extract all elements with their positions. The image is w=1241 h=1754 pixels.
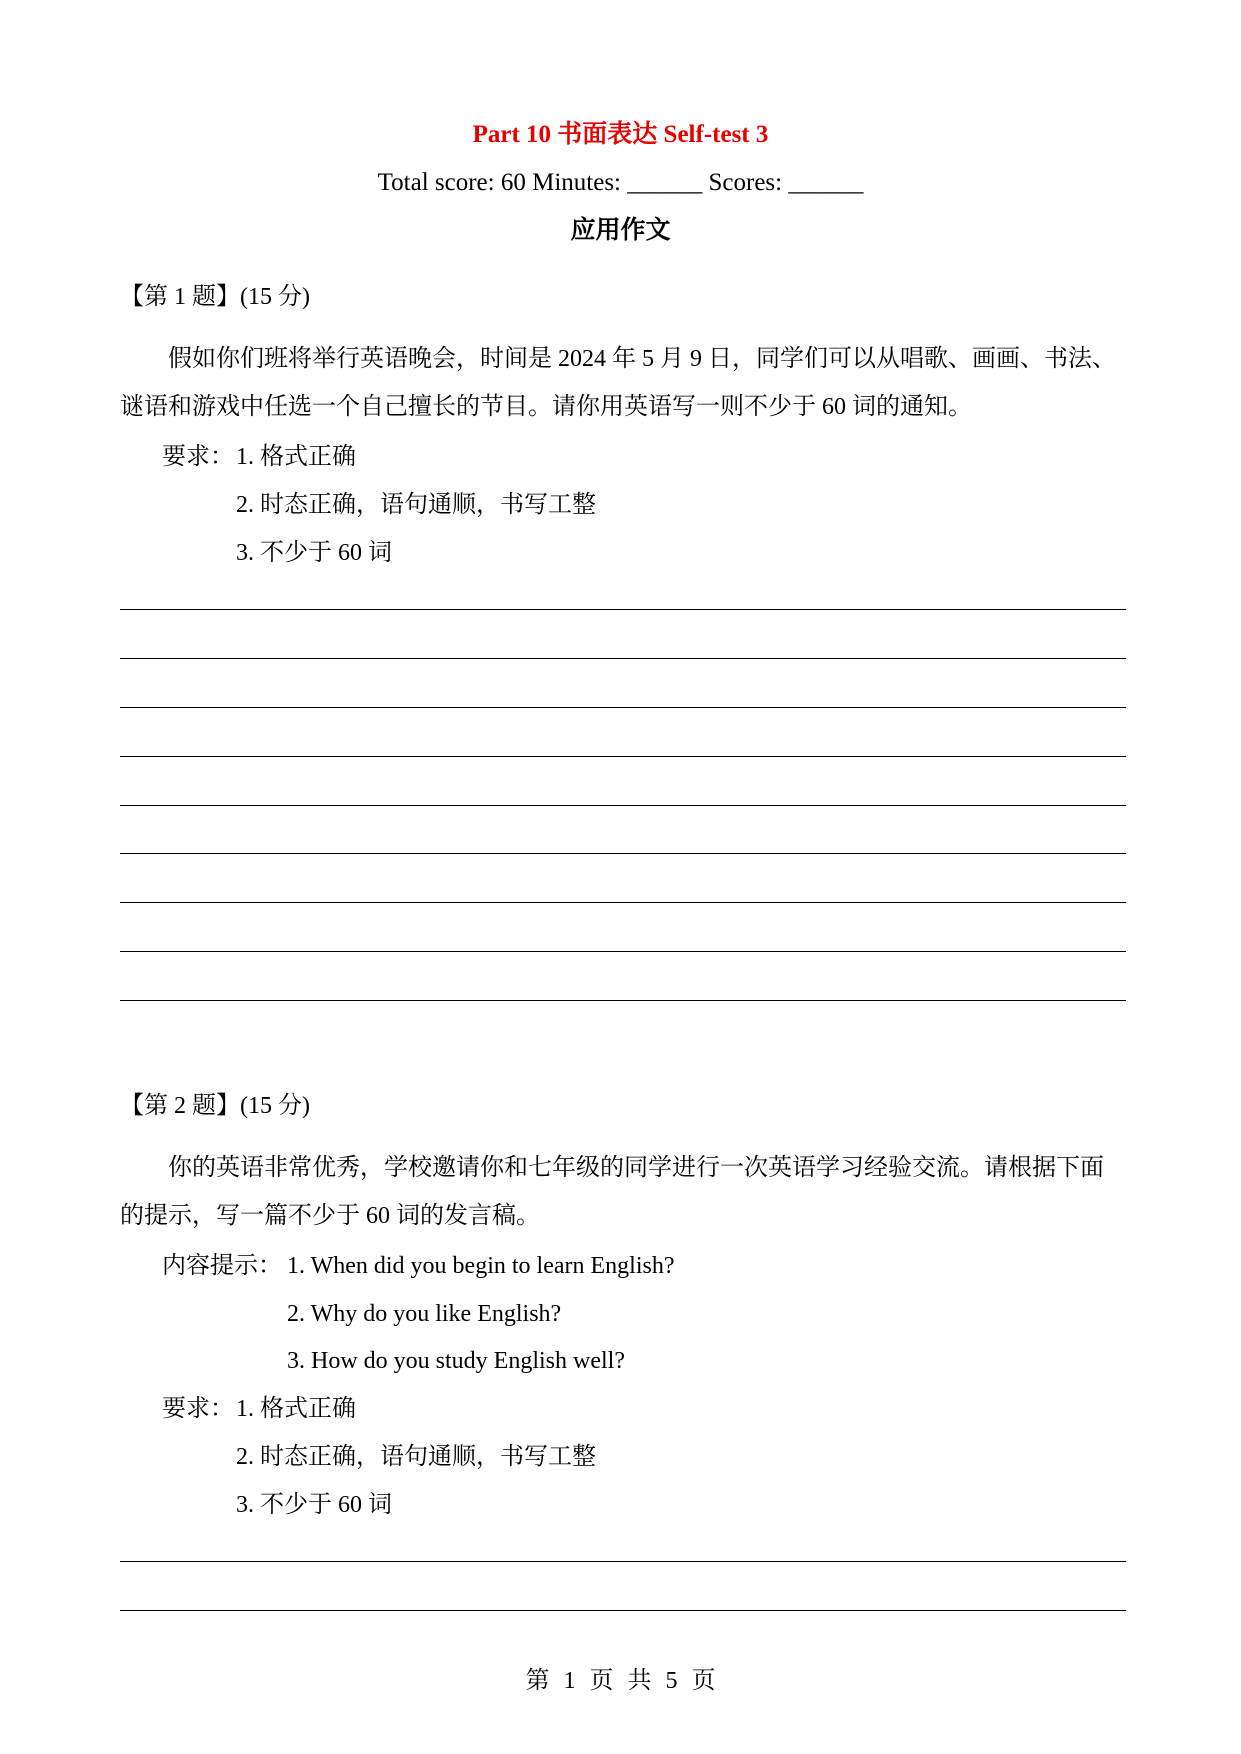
answer-line[interactable] xyxy=(120,853,1126,854)
question-1-requirement-3: 3. 不少于 60 词 xyxy=(236,540,392,566)
question-2-requirement-1: 1. 格式正确 xyxy=(236,1396,356,1422)
answer-line[interactable] xyxy=(120,1000,1126,1001)
question-2-heading: 【第 2 题】(15 分) xyxy=(120,1093,310,1119)
question-2-prompt xyxy=(120,1144,1126,1240)
answer-line[interactable] xyxy=(120,805,1126,806)
answer-line[interactable] xyxy=(120,707,1126,708)
question-1-heading: 【第 1 题】(15 分) xyxy=(120,284,310,310)
question-1-requirements-label: 要求： xyxy=(162,444,234,470)
score-line: Total score: 60 Minutes: ______ Scores: ______ xyxy=(377,169,864,196)
question-2-prompt-text: 你的英语非常优秀，学校邀请你和七年级的同学进行一次英语学习经验交流。请根据下面的提示，写一篇不少于 60 词的发言稿。 xyxy=(120,1155,1104,1229)
question-1-prompt xyxy=(120,335,1126,431)
answer-line[interactable] xyxy=(120,658,1126,659)
question-2-requirement-2: 2. 时态正确，语句通顺，书写工整 xyxy=(236,1444,596,1470)
page-title: Part 10 书面表达 Self-test 3 xyxy=(472,121,769,148)
question-2-hint-3: 3. How do you study English well? xyxy=(287,1348,625,1374)
answer-line[interactable] xyxy=(120,902,1126,903)
question-1-requirement-1: 1. 格式正确 xyxy=(236,444,356,470)
question-2-requirement-3: 3. 不少于 60 词 xyxy=(236,1492,392,1518)
answer-line[interactable] xyxy=(120,1610,1126,1611)
question-2-hint-label: 内容提示： xyxy=(162,1253,282,1279)
answer-line[interactable] xyxy=(120,756,1126,757)
answer-line[interactable] xyxy=(120,609,1126,610)
answer-line[interactable] xyxy=(120,951,1126,952)
question-2-hint-2: 2. Why do you like English? xyxy=(287,1301,562,1327)
question-2-hint-1: 1. When did you begin to learn English? xyxy=(287,1253,675,1279)
question-1-prompt-text: 假如你们班将举行英语晚会，时间是 2024 年 5 月 9 日，同学们可以从唱歌、画画、书法、谜语和游戏中任选一个自己擅长的节目。请你用英语写一则不少于 60 词的通知。 xyxy=(120,346,1116,420)
section-title: 应用作文 xyxy=(570,217,671,244)
question-2-requirements-label: 要求： xyxy=(162,1396,234,1422)
page-number: 第 1 页 共 5 页 xyxy=(525,1668,716,1694)
question-1-requirement-2: 2. 时态正确，语句通顺，书写工整 xyxy=(236,492,596,518)
answer-line[interactable] xyxy=(120,1561,1126,1562)
